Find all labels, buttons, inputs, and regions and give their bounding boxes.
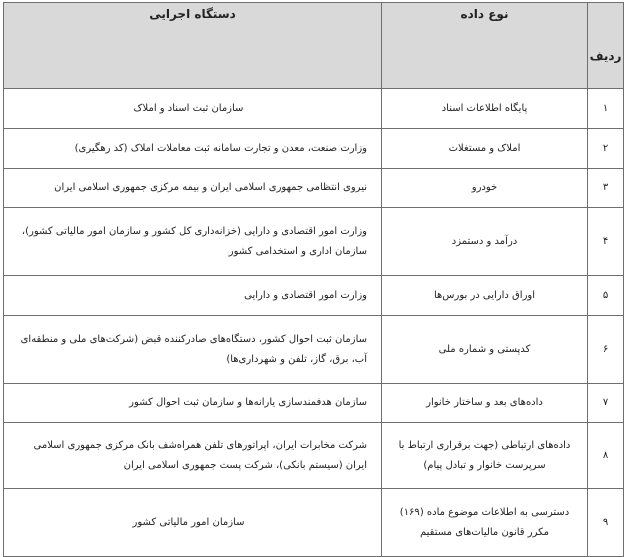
row-data-type: املاک و مستغلات — [382, 129, 588, 169]
table-row — [4, 316, 624, 384]
row-data-type: دسترسی به اطلاعات موضوع ماده (۱۶۹) مکرر قانون مالیات‌های مستقیم — [382, 489, 588, 557]
row-agency: سازمان امور مالیاتی کشور — [4, 489, 382, 557]
row-number: ۸ — [588, 423, 624, 489]
row-data-type: داده‌های بعد و ساختار خانوار — [382, 384, 588, 423]
row-data-type: اوراق دارایی در بورس‌ها — [382, 276, 588, 316]
table-row — [4, 208, 624, 276]
table-row — [4, 169, 624, 208]
row-agency: وزارت صنعت، معدن و تجارت سامانه ثبت معاملات املاک (کد رهگیری) — [4, 129, 382, 169]
row-agency: سازمان ثبت اسناد و املاک — [4, 89, 382, 129]
header-radif: ردیف — [588, 3, 624, 89]
header-row — [4, 3, 624, 89]
row-number: ۵ — [588, 276, 624, 316]
row-number: ۲ — [588, 129, 624, 169]
table-row — [4, 423, 624, 489]
row-data-type: خودرو — [382, 169, 588, 208]
row-number: ۳ — [588, 169, 624, 208]
table-header — [4, 3, 624, 89]
table-row — [4, 129, 624, 169]
row-agency: سازمان هدفمندسازی یارانه‌ها و سازمان ثبت احوال کشور — [4, 384, 382, 423]
row-agency: نیروی انتظامی جمهوری اسلامی ایران و بیمه مرکزی جمهوری اسلامی ایران — [4, 169, 382, 208]
row-data-type: درآمد و دستمزد — [382, 208, 588, 276]
row-number: ۴ — [588, 208, 624, 276]
table-body — [4, 89, 624, 557]
header-data-type: نوع داده — [382, 3, 588, 89]
row-number: ۹ — [588, 489, 624, 557]
row-agency: سازمان ثبت احوال کشور، دستگاه‌های صادرکننده قبض (شرکت‌های ملی و منطقه‌ای آب، برق، گاز، تلفن و شهرداری‌ها) — [4, 316, 382, 384]
table-row — [4, 384, 624, 423]
row-data-type: کدپستی و شماره ملی — [382, 316, 588, 384]
row-agency: شرکت مخابرات ایران، اپراتورهای تلفن همراه‌شف بانک مرکزی جمهوری اسلامی ایران (سیستم بانکی)، شرکت پست جمهوری اسلامی ایران — [4, 423, 382, 489]
row-number: ۱ — [588, 89, 624, 129]
row-agency: وزارت امور اقتصادی و دارایی (خزانه‌داری کل کشور و سازمان امور مالیاتی کشور)، سازمان اداری و استخدامی کشور — [4, 208, 382, 276]
row-data-type: پایگاه اطلاعات اسناد — [382, 89, 588, 129]
row-agency: وزارت امور اقتصادی و دارایی — [4, 276, 382, 316]
table-row — [4, 276, 624, 316]
table-row — [4, 89, 624, 129]
row-data-type: داده‌های ارتباطی (جهت برقراری ارتباط با سرپرست خانوار و تبادل پیام) — [382, 423, 588, 489]
row-number: ۷ — [588, 384, 624, 423]
table-row — [4, 489, 624, 557]
header-agency: دستگاه اجرایی — [4, 3, 382, 89]
data-sources-table — [3, 2, 624, 557]
row-number: ۶ — [588, 316, 624, 384]
